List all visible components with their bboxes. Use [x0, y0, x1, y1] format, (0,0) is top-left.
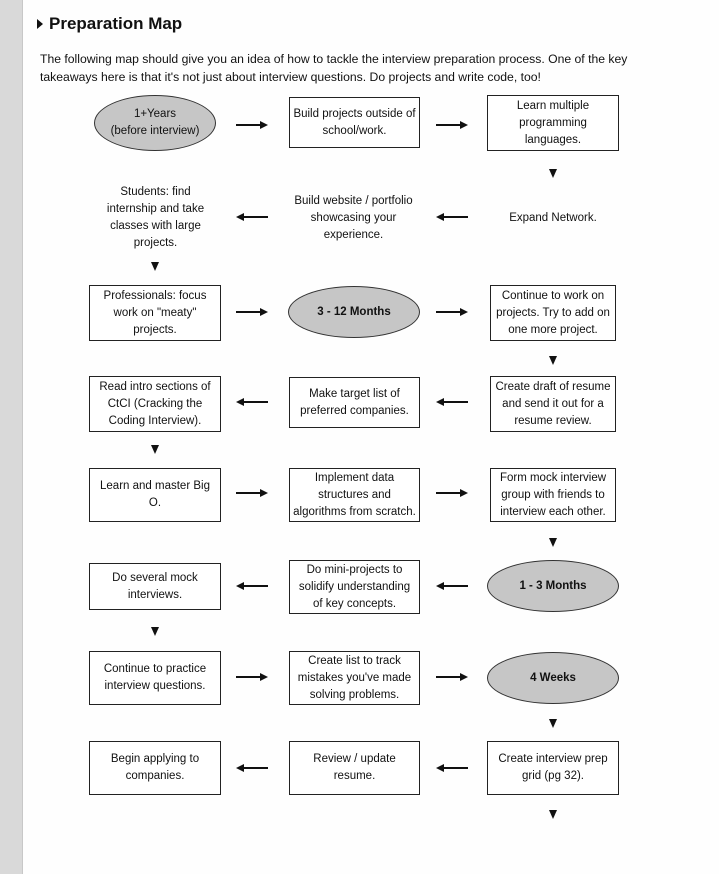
arrow-left	[236, 212, 268, 222]
arrow-down	[549, 538, 557, 547]
node-draft-resume: Create draft of resume and send it out for a resume review.	[490, 376, 616, 432]
node-data-structures: Implement data structures and algorithms from scratch.	[289, 468, 420, 522]
node-build-website: Build website / portfolio showcasing your experience.	[294, 194, 413, 241]
node-begin-applying: Begin applying to companies.	[89, 741, 221, 795]
arrow-right	[436, 120, 468, 130]
arrow-right	[236, 488, 268, 498]
ellipse-line-2: (before interview)	[110, 125, 200, 137]
arrow-left	[236, 581, 268, 591]
node-3-12-months-ellipse: 3 - 12 Months	[288, 286, 420, 338]
node-1-years-ellipse	[94, 95, 216, 151]
node-mock-group: Form mock interview group with friends to interview each other.	[490, 468, 616, 522]
section-title: Preparation Map	[49, 14, 183, 33]
node-big-o: Learn and master Big O.	[89, 468, 221, 522]
node-mini-projects: Do mini-projects to solidify understanding of key concepts.	[289, 560, 420, 614]
triangle-bullet-icon	[37, 19, 43, 29]
node-build-projects: Build projects outside of school/work.	[289, 97, 420, 148]
arrow-down	[549, 356, 557, 365]
arrow-right	[236, 120, 268, 130]
node-expand-network: Expand Network.	[509, 211, 597, 224]
node-prep-grid: Create interview prep grid (pg 32).	[487, 741, 619, 795]
arrow-down	[549, 810, 557, 819]
node-4-weeks-ellipse: 4 Weeks	[487, 652, 619, 704]
arrow-left	[436, 397, 468, 407]
node-professionals-meaty: Professionals: focus work on "meaty" projects.	[89, 285, 221, 341]
arrow-down	[549, 719, 557, 728]
node-1-3-months-ellipse: 1 - 3 Months	[487, 560, 619, 612]
arrow-right	[236, 672, 268, 682]
arrow-right	[436, 488, 468, 498]
node-read-ctci: Read intro sections of CtCI (Cracking the Coding Interview).	[89, 376, 221, 432]
arrow-down	[549, 169, 557, 178]
arrow-left	[436, 763, 468, 773]
intro-paragraph: The following map should give you an idea of how to tackle the interview preparation process. One of the key takeaways here is that it's not just about interview questions. Do projects and write code, too!	[40, 52, 628, 84]
section-heading	[37, 14, 182, 34]
arrow-down	[151, 445, 159, 454]
node-track-mistakes: Create list to track mistakes you've made solving problems.	[289, 651, 420, 705]
arrow-right	[236, 307, 268, 317]
node-practice-questions: Continue to practice interview questions.	[89, 651, 221, 705]
node-mock-interviews: Do several mock interviews.	[89, 563, 221, 610]
arrow-right	[436, 672, 468, 682]
node-continue-projects: Continue to work on projects. Try to add on one more project.	[490, 285, 616, 341]
node-students-internship: Students: find internship and take classes with large projects.	[106, 186, 205, 249]
ellipse-line-1: 1+Years	[133, 108, 177, 120]
arrow-right	[436, 307, 468, 317]
arrow-left	[236, 763, 268, 773]
arrow-left	[436, 581, 468, 591]
node-update-resume: Review / update resume.	[289, 741, 420, 795]
node-learn-languages: Learn multiple programming languages.	[487, 95, 619, 151]
arrow-left	[436, 212, 468, 222]
arrow-down	[151, 262, 159, 271]
arrow-left	[236, 397, 268, 407]
node-target-list: Make target list of preferred companies.	[289, 377, 420, 428]
arrow-down	[151, 627, 159, 636]
